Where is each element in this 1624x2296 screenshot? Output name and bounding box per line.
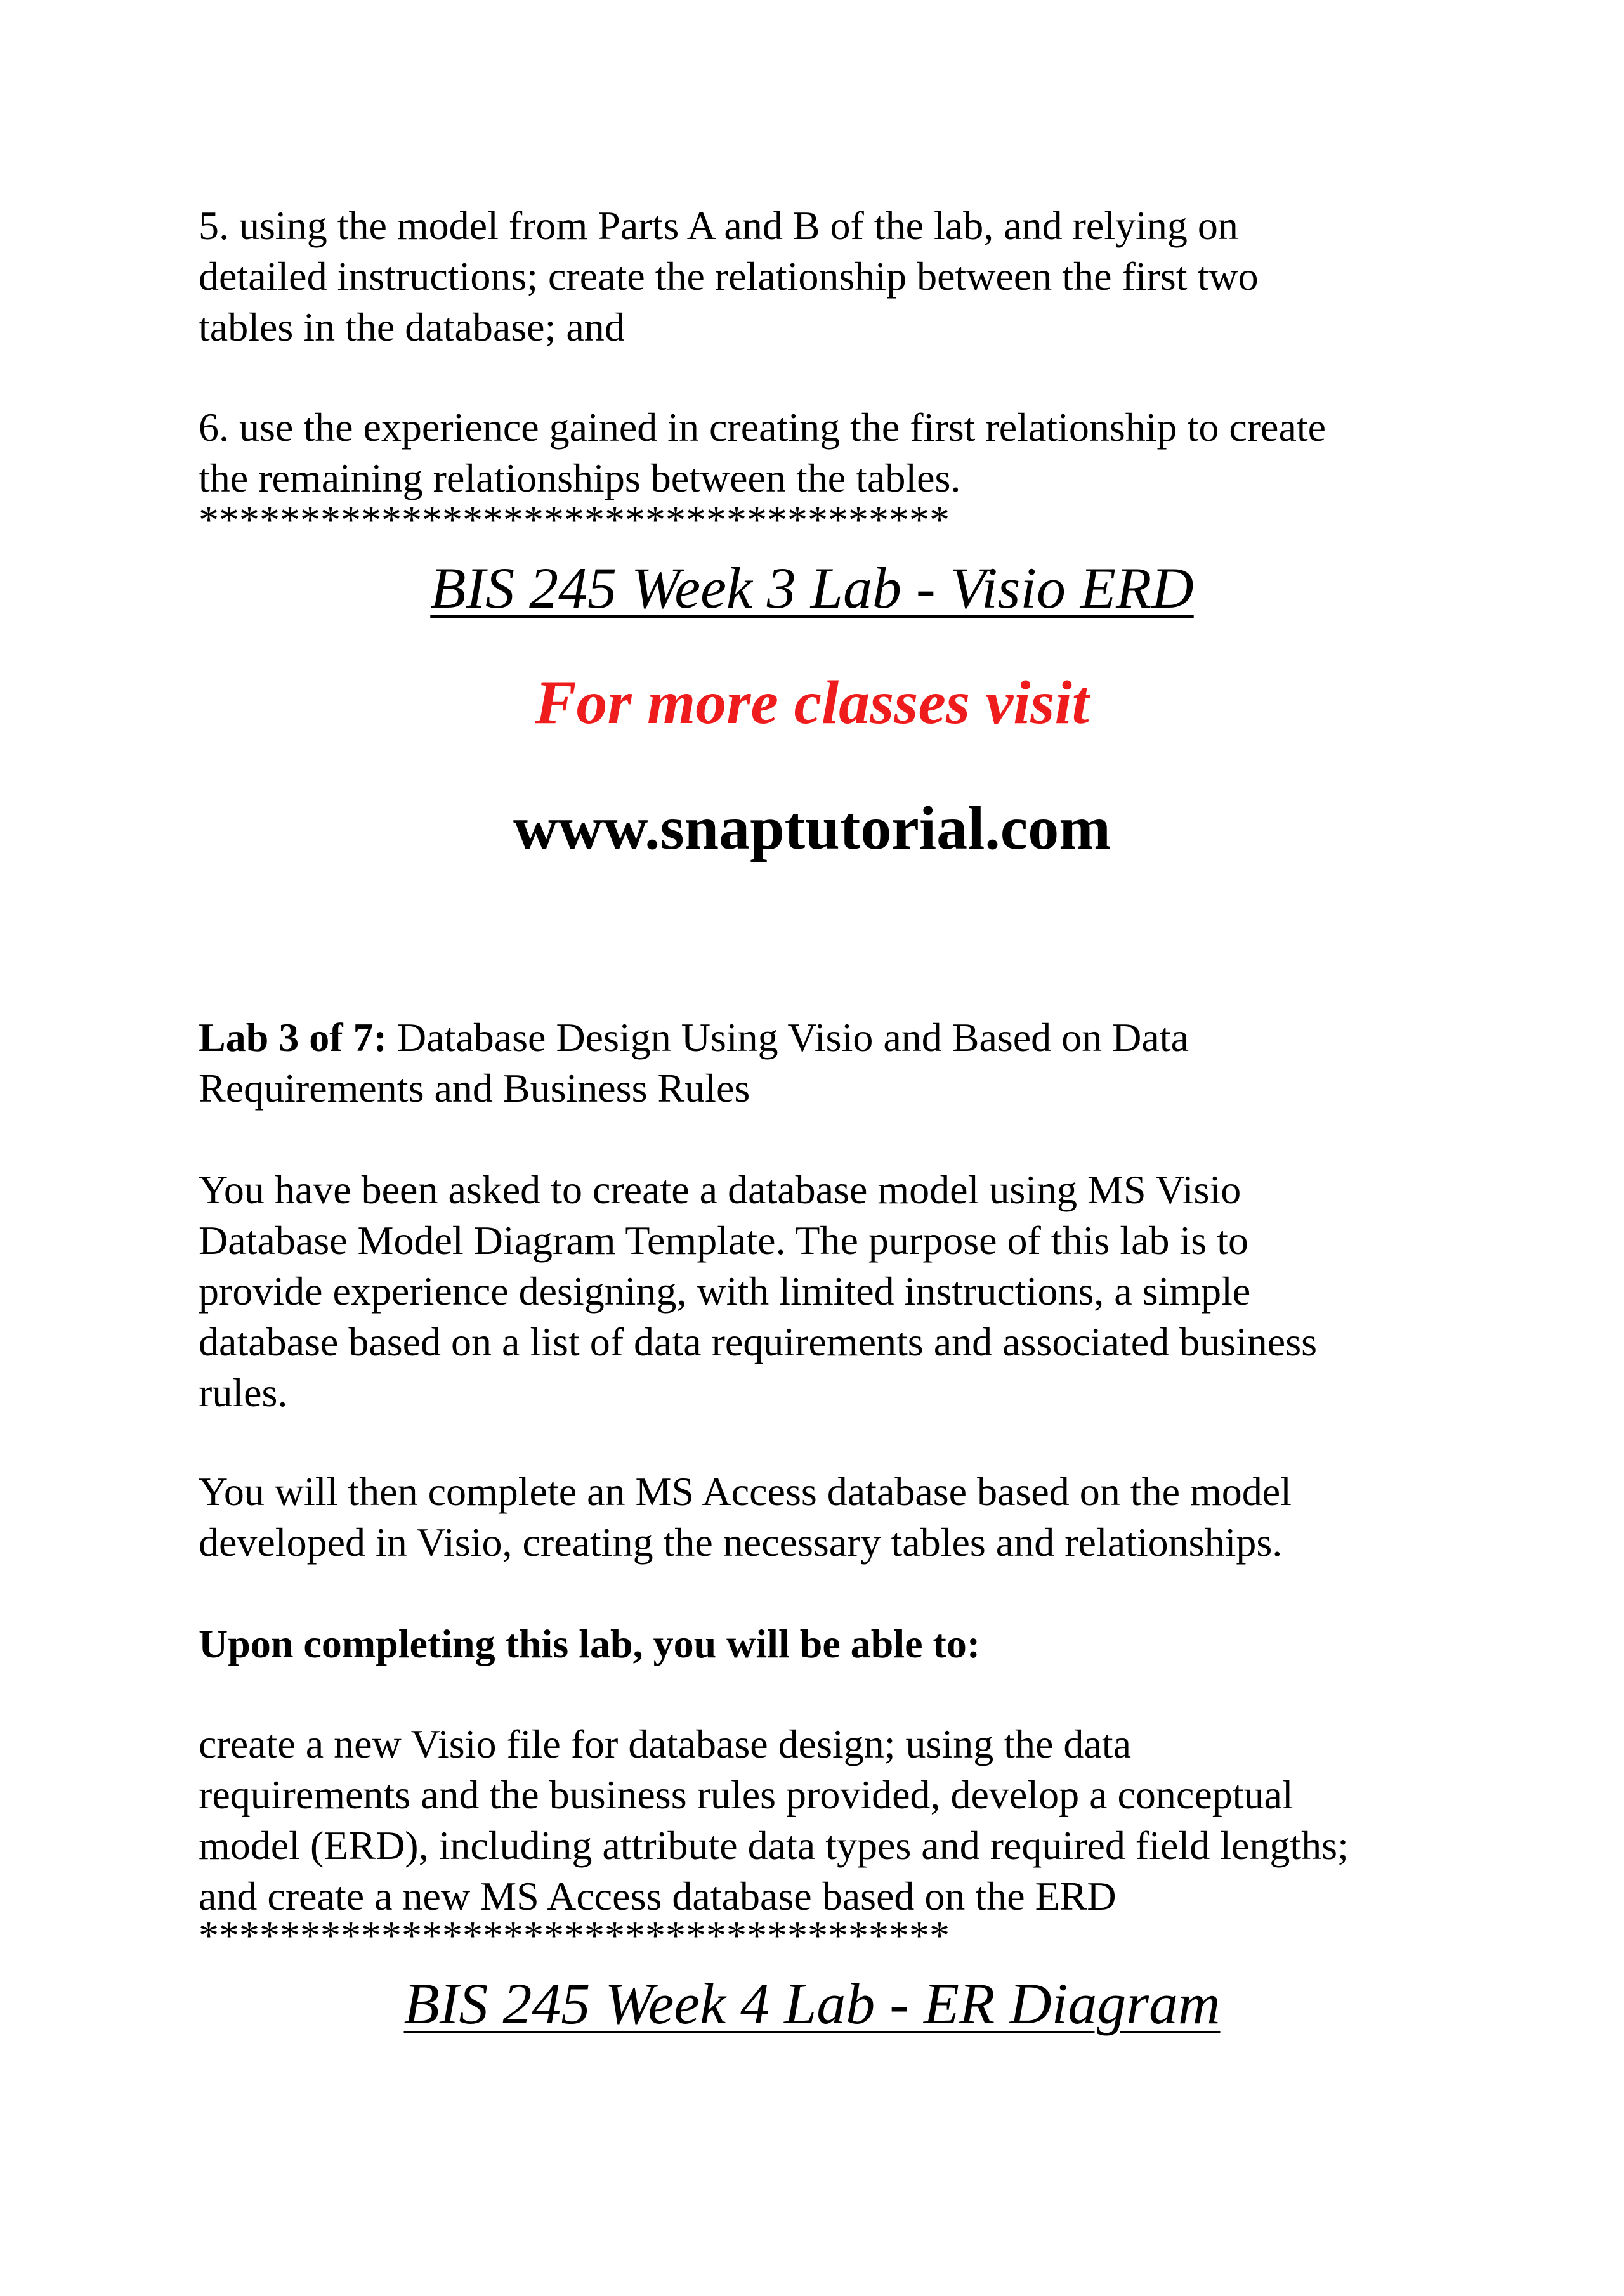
completion-line: developed in Visio, creating the necessary tables and relationships. [199,1520,1283,1565]
item-6-line: the remaining relationships between the tables. [199,455,961,500]
week-4-title: BIS 245 Week 4 Lab - ER Diagram [403,1971,1221,2036]
objectives-line: requirements and the business rules provided, develop a conceptual [199,1772,1293,1817]
purpose-line: provide experience designing, with limited instructions, a simple [199,1269,1251,1314]
lab-intro-line: Requirements and Business Rules [199,1066,750,1111]
item-5-paragraph [199,200,1480,353]
item-5-line: 5. using the model from Parts A and B of the lab, and relying on [199,203,1238,248]
purpose-paragraph [199,1164,1480,1418]
separator-stars: ************************************* [199,1913,950,1958]
purpose-line: You have been asked to create a database model using MS Visio [199,1167,1241,1212]
item-5-line: tables in the database; and [199,304,625,349]
lab-intro-line [199,1012,1480,1063]
objectives-line: create a new Visio file for database design; using the data [199,1721,1131,1766]
promo-text: For more classes visit [535,669,1089,737]
objectives-line: model (ERD), including attribute data types and required field lengths; [199,1823,1349,1868]
purpose-line: database based on a list of data requirements and associated business [199,1319,1317,1364]
completion-line: You will then complete an MS Access database based on the model [199,1469,1292,1514]
separator-stars: ************************************* [199,497,950,542]
item-6-line: 6. use the experience gained in creating the first relationship to create [199,405,1326,450]
objectives-line: and create a new MS Access database based on the ERD [199,1874,1116,1919]
week-3-title: BIS 245 Week 3 Lab - Visio ERD [430,556,1194,620]
item-6-paragraph [199,402,1480,504]
lab-intro-text: Database Design Using Visio and Based on Data [386,1015,1189,1060]
objectives-paragraph [199,1719,1480,1922]
lab-number-label: Lab 3 of 7: [199,1015,387,1060]
purpose-line: Database Model Diagram Template. The purpose of this lab is to [199,1218,1248,1263]
item-5-line: detailed instructions; create the relationship between the first two [199,254,1259,299]
website-link[interactable]: www.snaptutorial.com [513,794,1111,863]
lab-intro-paragraph [199,1012,1480,1114]
completion-paragraph [199,1466,1480,1568]
objectives-heading: Upon completing this lab, you will be able to: [199,1621,981,1666]
purpose-line: rules. [199,1370,288,1415]
